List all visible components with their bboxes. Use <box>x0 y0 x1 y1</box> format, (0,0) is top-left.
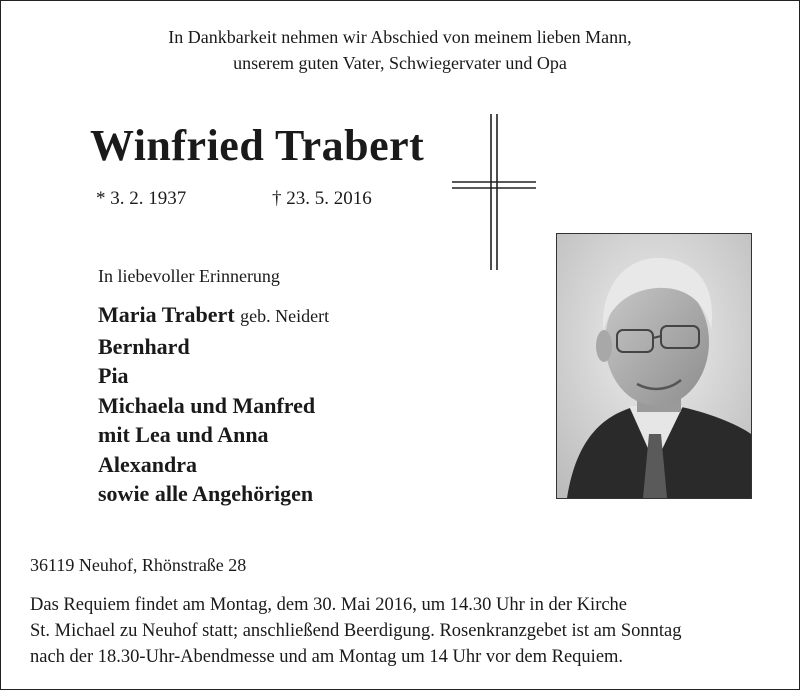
family-member: Alexandra <box>98 451 197 477</box>
notice-line-3: nach der 18.30-Uhr-Abendmesse und am Montag um 14 Uhr vor dem Requiem. <box>30 647 624 667</box>
deceased-name: Winfried Trabert <box>90 121 425 170</box>
family-member-maiden-name: geb. Neidert <box>240 306 330 326</box>
intro-line-1: In Dankbarkeit nehmen wir Abschied von meinem lieben Mann, <box>168 27 632 47</box>
death-date: † 23. 5. 2016 <box>272 188 372 209</box>
family-member: sowie alle Angehörigen <box>98 481 314 506</box>
cross-icon <box>452 114 536 270</box>
family-list <box>98 300 329 509</box>
birth-date: * 3. 2. 1937 <box>96 188 187 209</box>
family-member-primary <box>98 300 329 332</box>
address: 36119 Neuhof, Rhönstraße 28 <box>30 555 247 575</box>
family-member: Michaela und Manfred <box>98 392 316 418</box>
funeral-notice <box>30 592 772 670</box>
family-member: Pia <box>98 363 129 388</box>
family-member-name: Maria Trabert <box>98 302 235 327</box>
notice-line-2: St. Michael zu Neuhof statt; anschließend Beerdigung. Rosenkranzgebet ist am Sonntag <box>30 621 682 641</box>
memory-line: In liebevoller Erinnerung <box>98 266 280 286</box>
portrait-photo <box>556 233 752 499</box>
family-member: mit Lea und Anna <box>98 422 269 447</box>
notice-line-1: Das Requiem findet am Montag, dem 30. Mai 2016, um 14.30 Uhr in der Kirche <box>30 595 628 615</box>
intro-line-2: unserem guten Vater, Schwiegervater und Opa <box>233 53 567 73</box>
family-member: Bernhard <box>98 333 190 359</box>
intro-text <box>0 24 800 76</box>
